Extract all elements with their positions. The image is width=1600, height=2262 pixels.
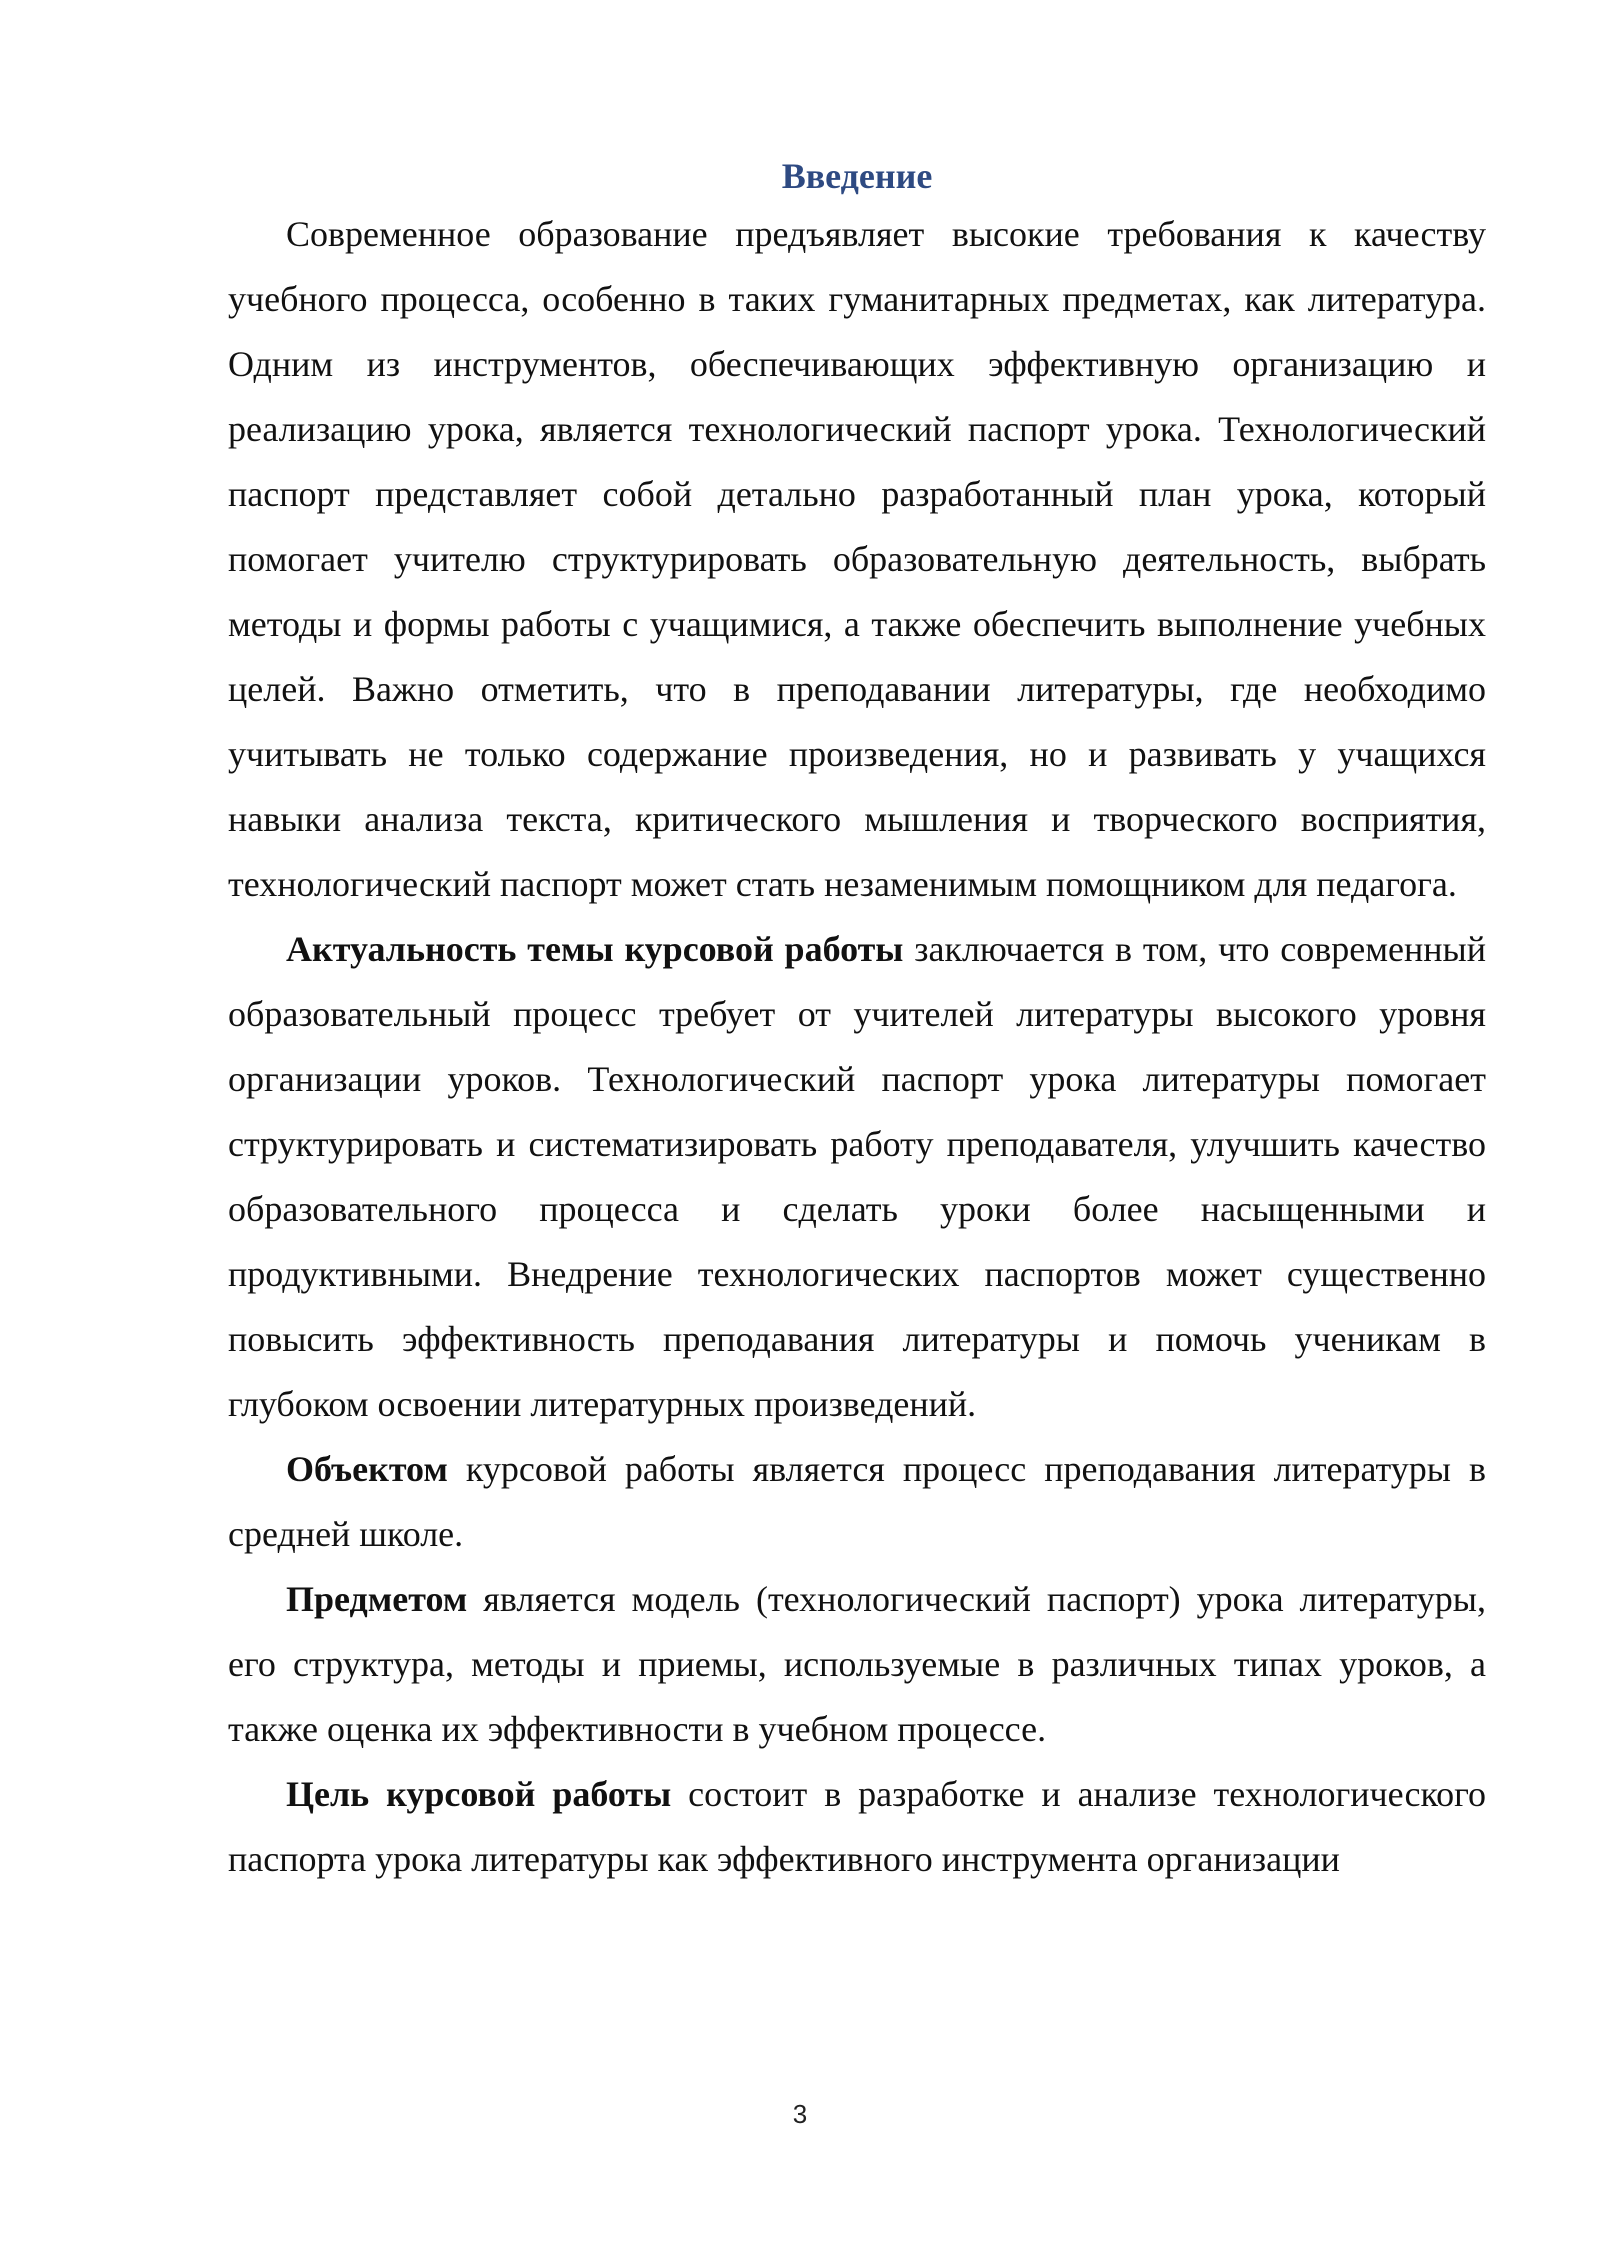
page-content	[228, 150, 1486, 1892]
paragraph-text: Современное образование предъявляет высокие требования к качеству учебного процесса, особенно в таких гуманитарных предметах, как литература. Одним из инструментов, обеспечивающих эффективную организацию и реализацию урока, является технологический паспорт урока. Технологический паспорт представляет собой детально разработанный план урока, который помогает учителю структурировать образовательную деятельность, выбрать методы и формы работы с учащимися, а также обеспечить выполнение учебных целей. Важно отметить, что в преподавании литературы, где необходимо учитывать не только содержание произведения, но и развивать у учащихся навыки анализа текста, критического мышления и творческого восприятия, технологический паспорт может стать незаменимым помощником для педагога.	[228, 214, 1486, 904]
paragraph-object	[228, 1437, 1486, 1567]
paragraph-goal	[228, 1762, 1486, 1892]
paragraph-lead: Предметом	[286, 1579, 468, 1619]
paragraph-text: состоит в разработке и анализе технологического паспорта урока литературы как эффективного инструмента организации	[228, 1774, 1486, 1879]
paragraph-text: курсовой работы является процесс преподавания литературы в средней школе.	[228, 1449, 1486, 1554]
paragraph-introduction	[228, 202, 1486, 917]
paragraph-text: заключается в том, что современный образовательный процесс требует от учителей литературы высокого уровня организации уроков. Технологический паспорт урока литературы помогает структурировать и систематизировать работу преподавателя, улучшить качество образовательного процесса и сделать уроки более насыщенными и продуктивными. Внедрение технологических паспортов может существенно повысить эффективность преподавания литературы и помочь ученикам в глубоком освоении литературных произведений.	[228, 929, 1486, 1424]
paragraph-lead: Объектом	[286, 1449, 448, 1489]
paragraph-lead: Цель курсовой работы	[286, 1774, 672, 1814]
page-number: 3	[792, 2099, 808, 2129]
section-heading: Введение	[781, 156, 933, 196]
paragraph-relevance	[228, 917, 1486, 1437]
paragraph-subject	[228, 1567, 1486, 1762]
paragraph-text: является модель (технологический паспорт) урока литературы, его структура, методы и приемы, используемые в различных типах уроков, а также оценка их эффективности в учебном процессе.	[228, 1579, 1486, 1749]
paragraph-lead: Актуальность темы курсовой работы	[286, 929, 904, 969]
